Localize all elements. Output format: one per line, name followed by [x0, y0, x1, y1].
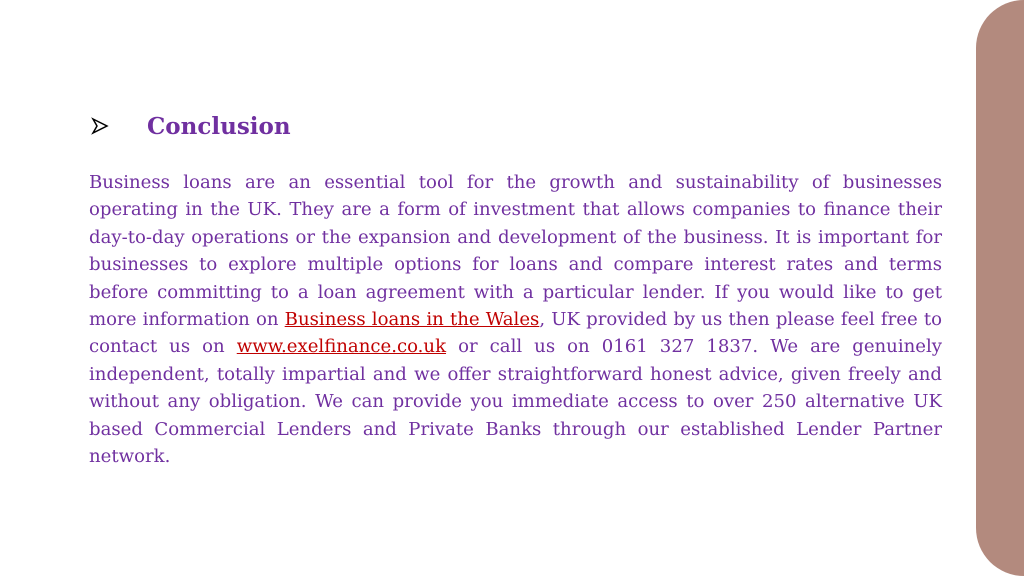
- business-loans-wales-link[interactable]: Business loans in the Wales: [284, 309, 540, 331]
- exelfinance-website-link[interactable]: www.exelfinance.co.uk: [236, 336, 447, 358]
- decorative-side-tab: [976, 0, 1024, 576]
- arrow-bullet-icon: [90, 116, 110, 136]
- body-paragraph: [89, 169, 942, 470]
- body-text-part-1: Business loans are an essential tool for the growth and sustainability of businesses operating in the UK. They are a form of investment that allows companies to finance their day-to-day operations or the expansion and development of the business. It is important for businesses to explore multiple options for loans and compare interest rates and terms before committing to a loan agreement with a particular lender. If you would like to get more information on: [89, 172, 942, 331]
- heading-row: [90, 110, 291, 142]
- body-text-part-2: , UK provided by us then please feel free to contact us on: [89, 309, 943, 358]
- body-text-part-3: or call us on 0161 327 1837. We are genuinely independent, totally impartial and we offer straightforward honest advice, given freely and without any obligation. We can provide you immediate access to over 250 alternative UK based Commercial Lenders and Private Banks through our established Lender Partner network.: [89, 336, 942, 468]
- section-title: Conclusion: [147, 112, 291, 140]
